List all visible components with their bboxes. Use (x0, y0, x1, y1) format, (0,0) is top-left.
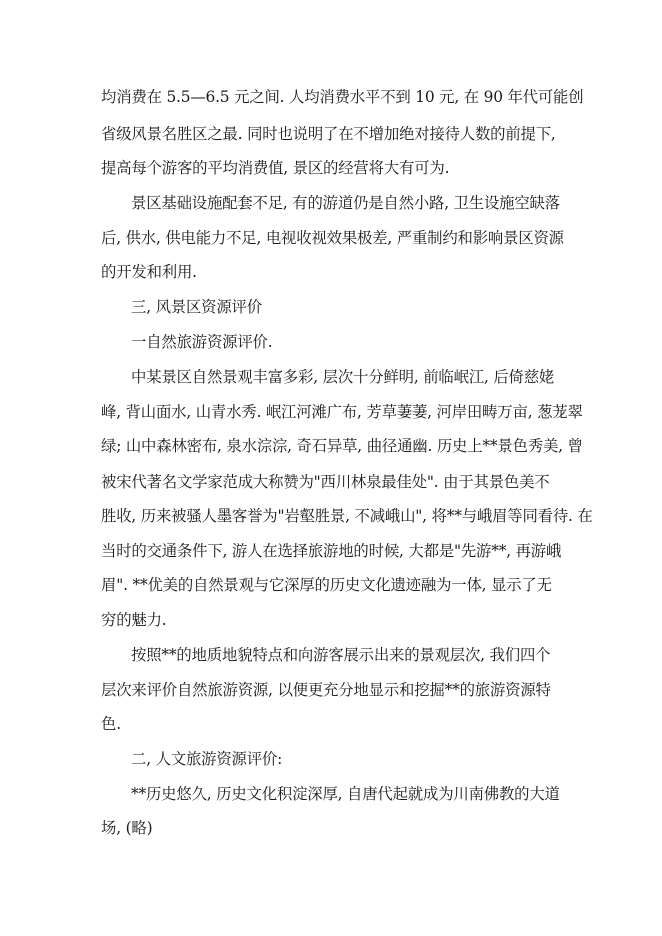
body-text-line: 穷的魅力. (101, 611, 167, 629)
paragraph-first-line: 景区基础设施配套不足, 有的游道仍是自然小路, 卫生设施空缺落 (131, 194, 560, 212)
body-text-line: 当时的交通条件下, 游人在选择旅游地的时候, 大都是"先游**, 再游峨 (101, 542, 562, 560)
body-text-line: 提高每个游客的平均消费值, 景区的经营将大有可为. (101, 159, 450, 177)
body-text-line: 胜收, 历来被骚人墨客誉为"岩壑胜景, 不减峨山", 将**与峨眉等同看待. 在 (101, 507, 593, 525)
section-heading: 三, 风景区资源评价 (131, 298, 262, 316)
body-text-line: 的开发和利用. (101, 263, 197, 281)
paragraph-first-line: 按照**的地质地貌特点和向游客展示出来的景观层次, 我们四个 (131, 646, 551, 664)
body-text-line: 被宋代著名文学家范成大称赞为"西川林泉最佳处". 由于其景色美不 (101, 473, 550, 491)
paragraph-first-line: **历史悠久, 历史文化积淀深厚, 自唐代起就成为川南佛教的大道 (131, 785, 560, 803)
body-text-line: 眉". **优美的自然景观与它深厚的历史文化遗迹融为一体, 显示了无 (101, 576, 552, 594)
body-text-line: 后, 供水, 供电能力不足, 电视收视效果极差, 严重制约和影响景区资源 (101, 229, 564, 247)
subsection-heading: 二, 人文旅游资源评价: (131, 750, 283, 768)
body-text-line: 均消费在 5.5—6.5 元之间. 人均消费水平不到 10 元, 在 90 年代可能创 (101, 88, 584, 106)
body-text-line: 绿; 山中森林密布, 泉水淙淙, 奇石异草, 曲径通幽. 历史上**景色秀美, 曾 (101, 437, 583, 455)
body-text-line: 色. (101, 715, 121, 733)
subsection-heading: 一自然旅游资源评价. (131, 333, 273, 351)
paragraph-first-line: 中某景区自然景观丰富多彩, 层次十分鲜明, 前临岷江, 后倚慈姥 (131, 368, 555, 386)
body-text-line: 峰, 背山面水, 山青水秀. 岷江河滩广布, 芳草萋萋, 河岸田畴万亩, 葱茏翠 (101, 403, 583, 421)
body-text-line: 省级风景名胜区之最. 同时也说明了在不增加绝对接待人数的前提下, (101, 125, 556, 143)
body-text-line: 层次来评价自然旅游资源, 以便更充分地显示和挖掘**的旅游资源特 (101, 681, 551, 699)
body-text-line: 场, (略) (101, 819, 153, 837)
